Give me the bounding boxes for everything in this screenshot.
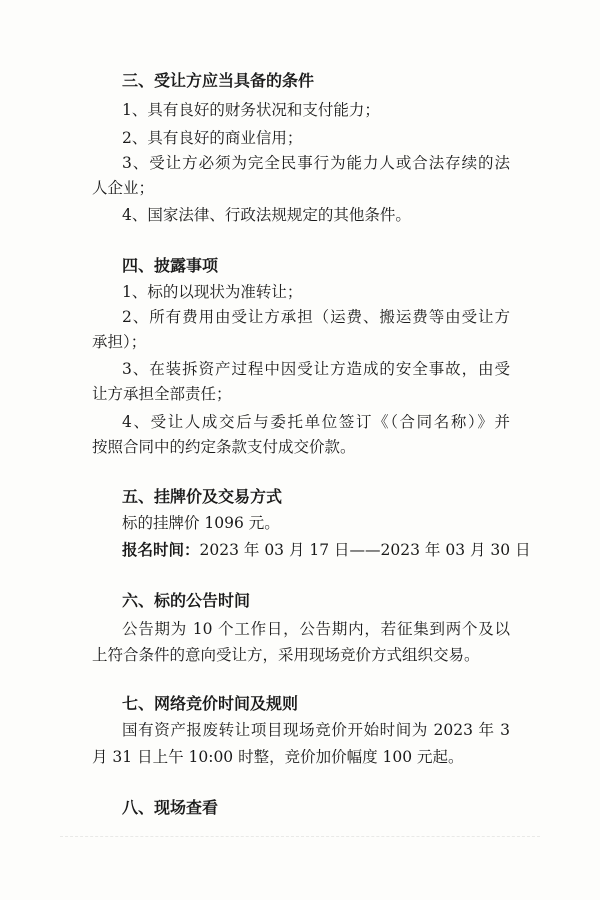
registration-period (122, 539, 531, 561)
registration-dates: 2023 年 03 月 17 日——2023 年 03 月 30 日 (199, 541, 531, 559)
section-6-line-1: 公告期为 10 个工作日，公告期内，若征集到两个及以 (122, 620, 510, 638)
section-4-heading: 四、披露事项 (122, 256, 219, 275)
section-4-item-2: 2、所有费用由受让方承担（运费、搬运费等由受让方 (122, 308, 510, 326)
section-5-heading: 五、挂牌价及交易方式 (122, 487, 283, 506)
scan-artifact-line (60, 836, 540, 837)
section-7-line-2: 月 31 日上午 10:00 时整，竞价加价幅度 100 元起。 (92, 748, 464, 766)
section-6-line-2: 上符合条件的意向受让方，采用现场竞价方式组织交易。 (92, 646, 480, 664)
section-8-heading: 八、现场查看 (122, 798, 219, 817)
section-3-item-2: 2、具有良好的商业信用； (122, 129, 303, 147)
section-4-item-1: 1、标的以现状为准转让； (122, 283, 303, 301)
section-4-item-4: 4、受让人成交后与委托单位签订《（合同名称）》并 (122, 413, 510, 431)
section-4-item-2-cont: 承担）； (92, 333, 147, 351)
section-3-item-3-cont: 人企业； (92, 179, 155, 197)
section-3-item-1: 1、具有良好的财务状况和支付能力； (122, 101, 380, 119)
registration-label: 报名时间： (122, 540, 200, 559)
section-3-item-4: 4、国家法律、行政法规规定的其他条件。 (122, 206, 411, 224)
section-6-heading: 六、标的公告时间 (122, 591, 251, 610)
section-7-heading: 七、网络竞价时间及规则 (122, 694, 299, 713)
section-4-item-4-cont: 按照合同中的约定条款支付成交价款。 (92, 438, 356, 456)
section-3-item-3: 3、受让方必须为完全民事行为能力人或合法存续的法 (122, 154, 510, 172)
listing-price: 标的挂牌价 1096 元。 (122, 514, 280, 532)
section-3-heading: 三、受让方应当具备的条件 (122, 71, 315, 90)
section-4-item-3-cont: 让方承担全部责任； (92, 385, 232, 403)
section-7-line-1: 国有资产报废转让项目现场竞价开始时间为 2023 年 3 (122, 721, 510, 739)
section-4-item-3: 3、在装拆资产过程中因受让方造成的安全事故，由受 (122, 360, 510, 378)
